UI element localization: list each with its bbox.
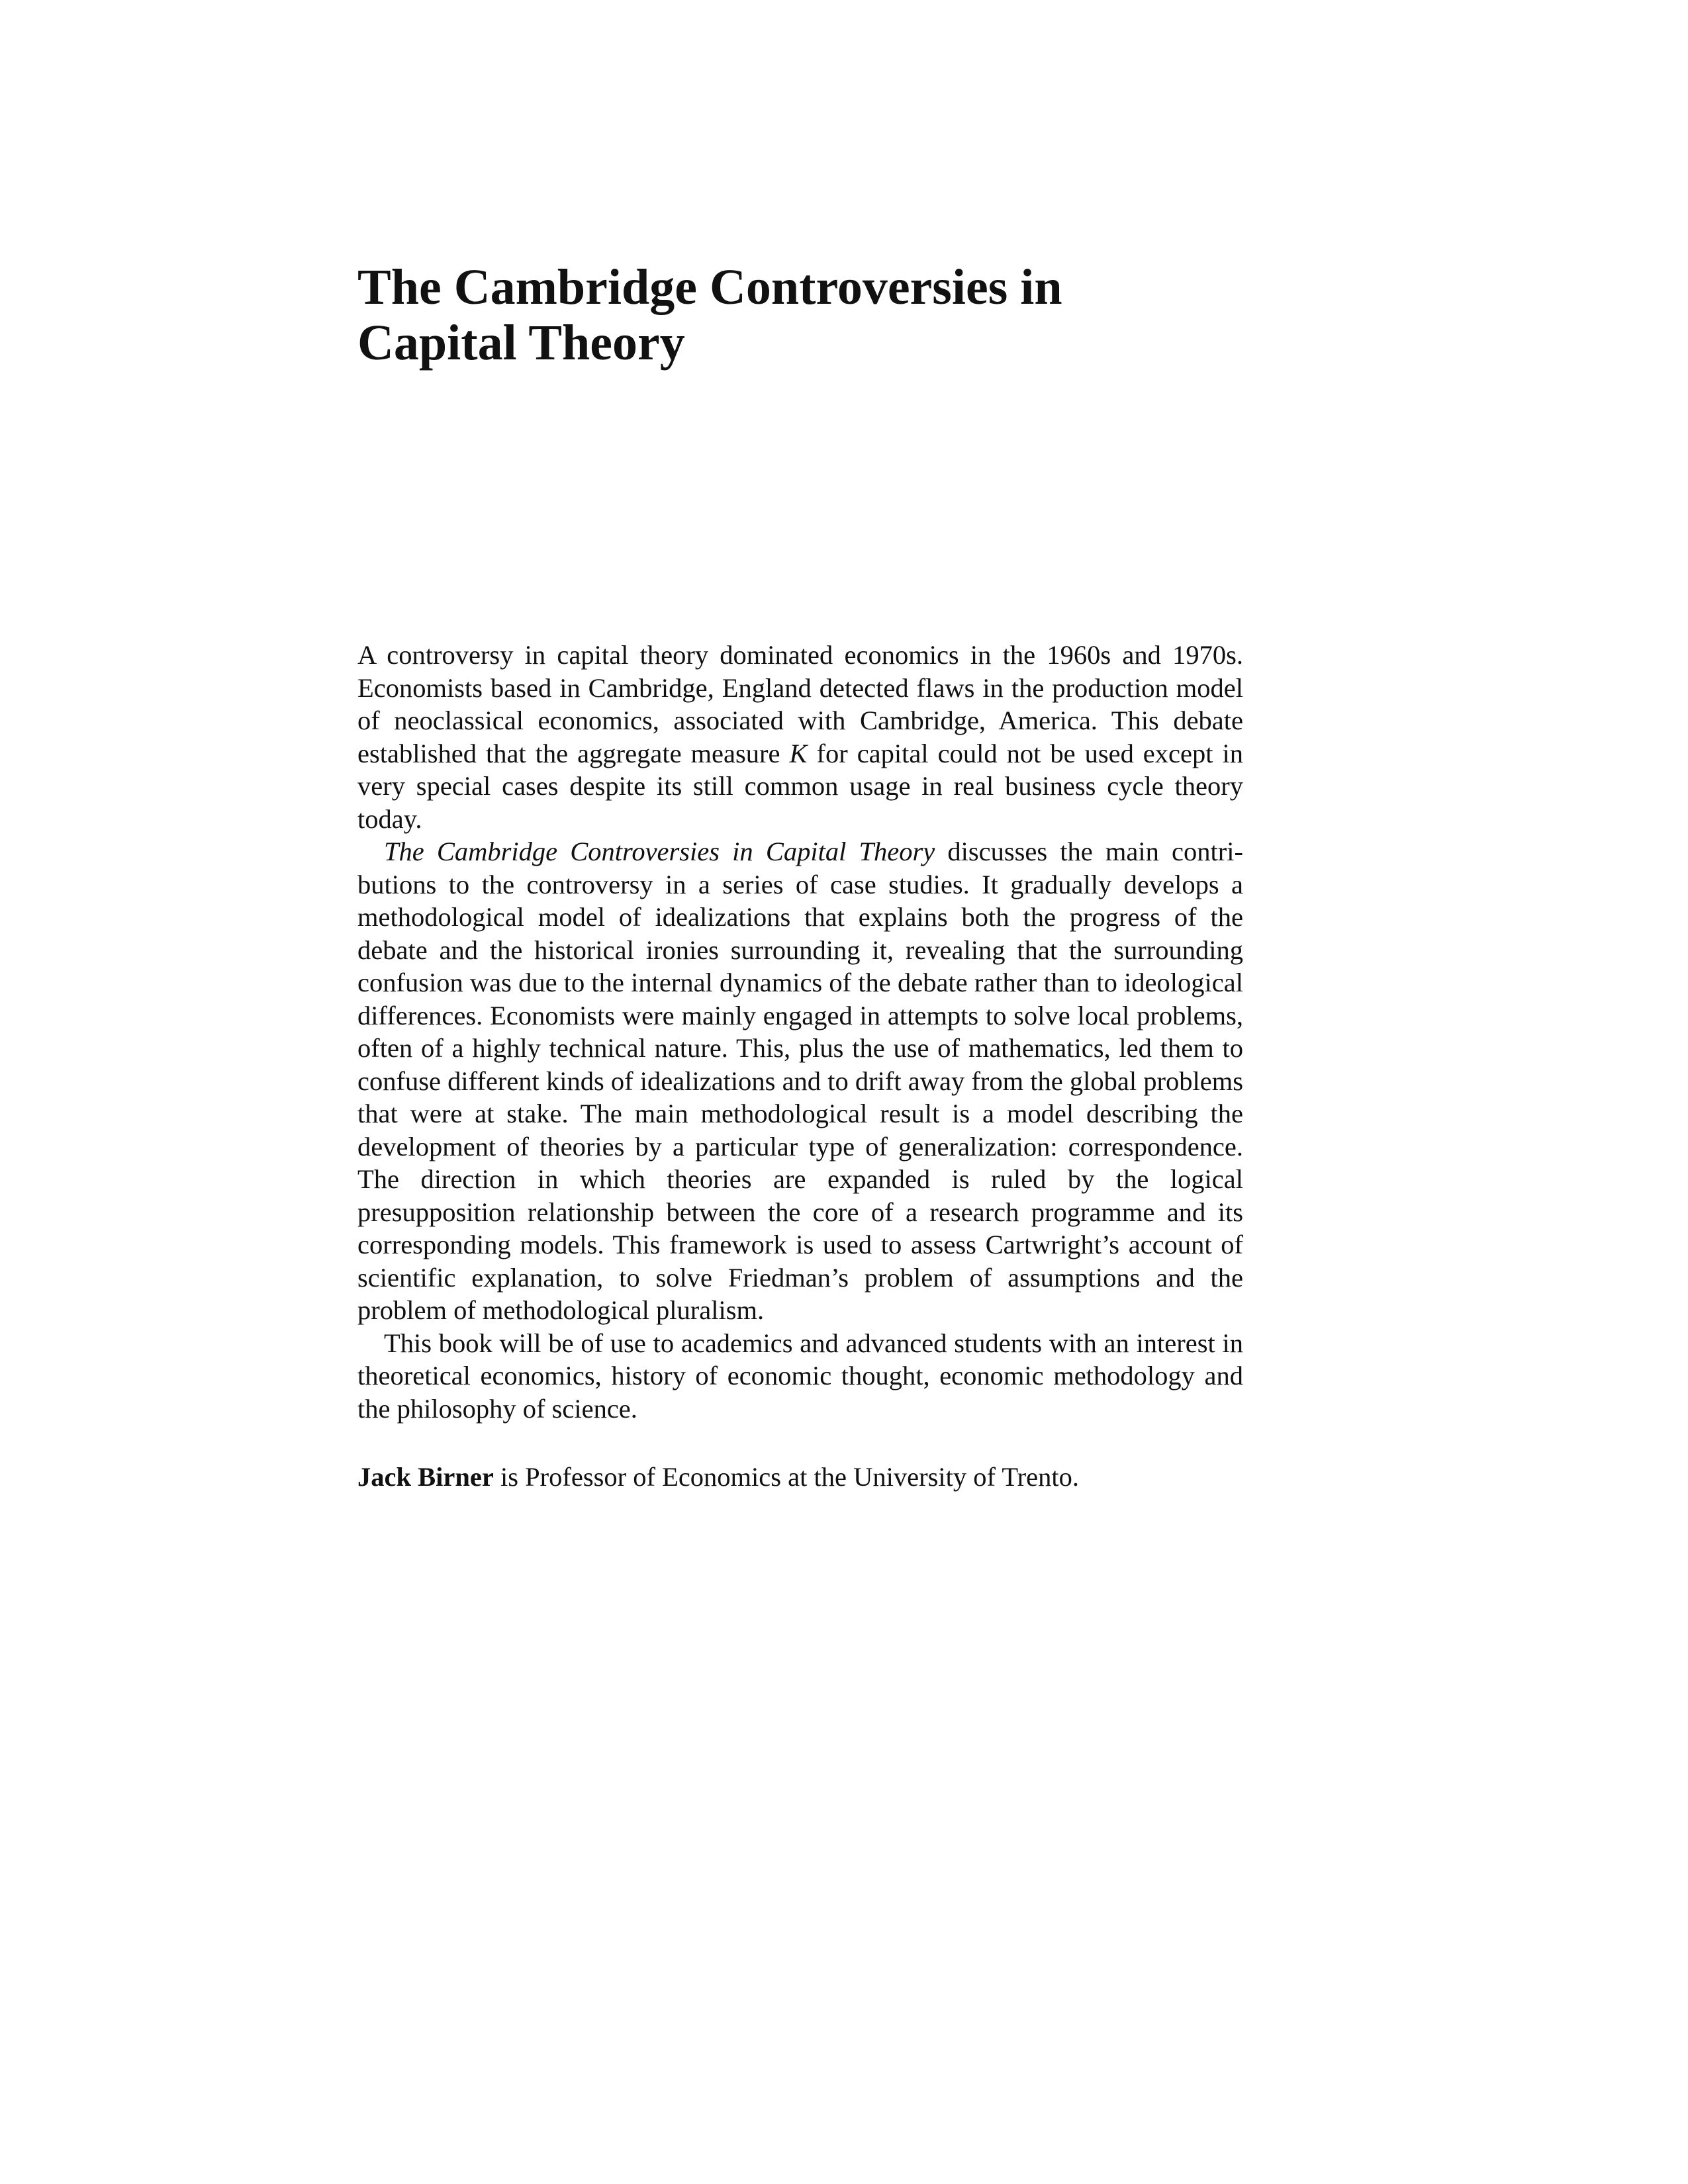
- title-line-2: Capital Theory: [357, 315, 685, 371]
- author-description: is Professor of Economics at the University of Trento.: [493, 1462, 1080, 1492]
- paragraph-audience: This book will be of use to academics and advanced students with an interest in theoretical economics, history of economic thought, economic methodology and the philosophy of science.: [357, 1328, 1243, 1424]
- paragraph-intro: [357, 639, 1243, 835]
- title-line-1: The Cambridge Controversies in: [357, 259, 1062, 315]
- paragraph-intro-text-start: A controversy in capital theory dominated economics in the 1960s and 1970s. Economists based in Cambridge, England detected flaws in the production model of neoclassical economics, associated with Cambridge, America. This debate established that the aggregate measure: [357, 640, 1243, 768]
- book-title-reference: The Cambridge Controversies in Capital Theory: [384, 837, 935, 866]
- paragraph-summary-text: discusses the main contributions to the controversy in a series of case studies. It gradually develops a methodological model of idealizations that explains both the progress of the debate and the historical ironies surrounding it, revealing that the surrounding confusion was due to the internal dynamics of the debate rather than to ideological differences. Economists were mainly engaged in attempts to solve local problems, often of a highly technical nature. This, plus the use of mathematics, led them to confuse different kinds of idealizations and to drift away from the global problems that were at stake. The main methodological result is a model describing the development of theories by a particular type of generalization: correspondence. The direction in which theories are expanded is ruled by the logical presupposition relationship between the core of a research programme and its corresponding models. This framework is used to assess Cartwright’s account of scientific explanation, to solve Friedman’s problem of assumptions and the problem of methodological pluralism.: [357, 837, 1243, 1325]
- page-title: [357, 259, 1350, 371]
- capital-variable: K: [789, 738, 808, 768]
- author-name: Jack Birner: [357, 1462, 494, 1492]
- paragraph-intro-text-end: for capital could not be used except in very special cases despite its still common usage in real business cycle theory today.: [357, 738, 1243, 834]
- paragraph-summary: [357, 835, 1243, 1327]
- description-body: [357, 639, 1243, 1425]
- author-note: [357, 1461, 1243, 1494]
